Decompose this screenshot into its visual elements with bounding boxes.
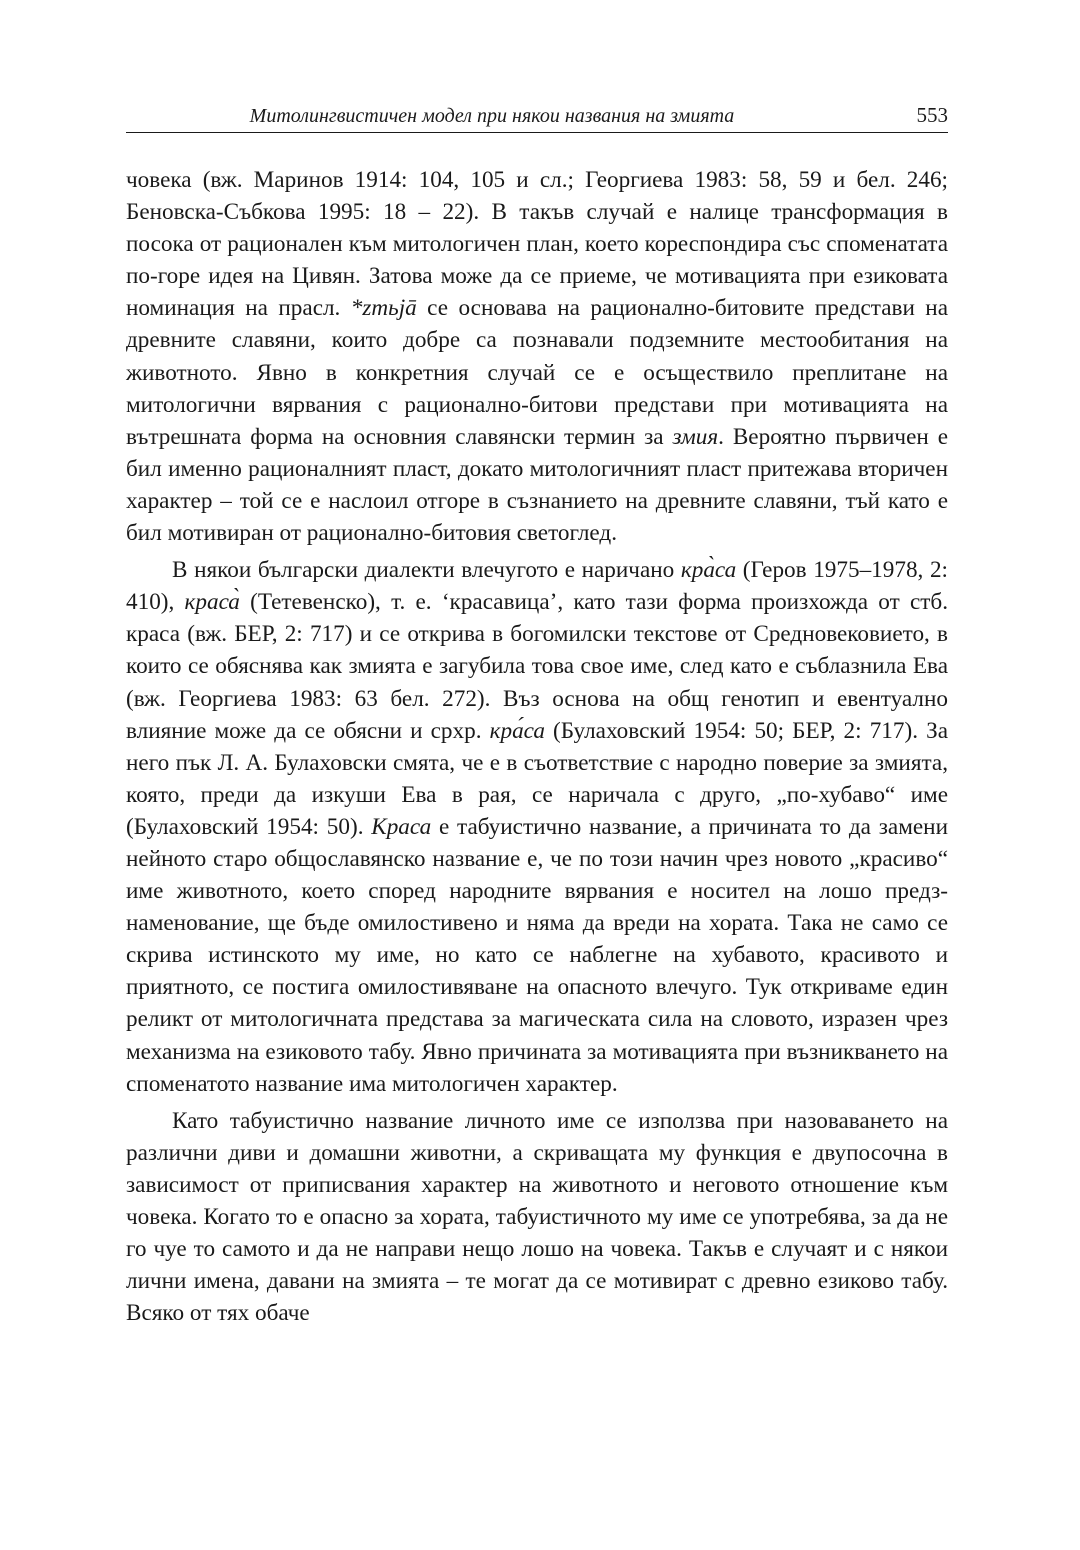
text-run: човека (вж. Маринов 1914: 104, 105 и сл.; Георгиева 1983: 58, 59 и бел. 246; Беновска-Събкова 1995: 18 – 22). В такъв случай е налице трансформация в посока от рационален към митологичен план, което кореспондира със споменатата по-горе идея на Цивян. Затова може да се приеме, че мотивацията при езиковата номинация на прасл. bbox=[126, 167, 948, 322]
italic-term: кра̀са bbox=[680, 557, 737, 584]
paragraph bbox=[126, 164, 948, 549]
text-run: . Вероятно първичен е бил именно рационалният пласт, докато митологичният пласт притежава вторичен характер – той се е наслоил отгоре в съзнанието на древните славяни, тъй като е бил мотивиран от рационално-битовия светоглед. bbox=[126, 423, 948, 547]
italic-term: змия bbox=[672, 423, 719, 450]
paragraph bbox=[126, 554, 948, 1100]
italic-term: кра́са bbox=[489, 717, 545, 744]
page-number: 553 bbox=[916, 103, 948, 127]
italic-term: краса̀ bbox=[184, 589, 240, 616]
text-run: Като табуистично название личното име се използва при назоваването на различни диви и домашни животни, а скриващата му функция е двупосочна в зависимост от приписвания характер на животното и неговото отношение към човека. Когато то е опасно за хората, табуистичното му име се употребява, за да не го чуе то самото и да не направи нещо лошо на човека. Такъв е случаят и с някои лични имена, давани на змията – те могат да се мотивират с древно езиково табу. Всяко от тях обаче bbox=[126, 1107, 948, 1327]
text-run: е табуистично название, а причината то да замени нейното старо общославянско название е, че по този начин чрез новото „красиво“ име животното, което според народните вярвания е носител на лошо предзнаменование, ще бъде омилостивено и няма да вреди на хората. Така не само се скрива истинското му име, но като се наблегне на хубавото, красивото и приятното, се постига омилостивяване на опасното влечуго. Тук откриваме един реликт от митологичната представа за магическата сила на словото, изразен чрез механизма на езиковото табу. Явно причината за мотивацията при възникването на споменатото название има митологичен характер. bbox=[126, 813, 948, 1097]
running-header bbox=[126, 100, 948, 133]
text-run: В някои български диалекти влечугото е наричано bbox=[172, 557, 681, 584]
text-run: (Тетевенско), т. е. ‘красавица’, като тази форма произхожда от стб. краса (вж. БЕР, 2: 717) и се открива в богомилски текстове от Средновековието, в които се обяснява как змията е загубила това свое име, след като е съблазнила Ева (вж. Георгиева 1983: 63 бел. 272). Въз основа на общ генотип и евентуално влияние може да се обясни и срхр. bbox=[126, 589, 948, 744]
text-run: (Геров 1975–1978, 2: 410), bbox=[126, 557, 948, 616]
text-run: се основава на рационално-битовите представи на древните славяни, които добре са познавали подземните местообитания на животното. Явно в конкретния случай се е осъществило преплитане на митологични вярвания с рационално-битови представи при мотивацията на вътрешната форма на основния славянски термин за bbox=[126, 295, 949, 450]
running-title: Митолингвистичен модел при някои названия на змията bbox=[249, 105, 735, 127]
italic-term: Краса bbox=[371, 813, 432, 840]
paragraph bbox=[126, 1105, 948, 1330]
text-run: (Булаховский 1954: 50; БЕР, 2: 717). За него пък Л. А. Булаховски смята, че е в съответствие с народно поверие за змията, която, преди да изкуши Ева в рая, се наричала с друго, „по-хубаво“ име (Булаховский 1954: 50). bbox=[126, 717, 948, 840]
body-text bbox=[126, 164, 948, 1329]
italic-term: *zmьjā bbox=[350, 295, 417, 322]
